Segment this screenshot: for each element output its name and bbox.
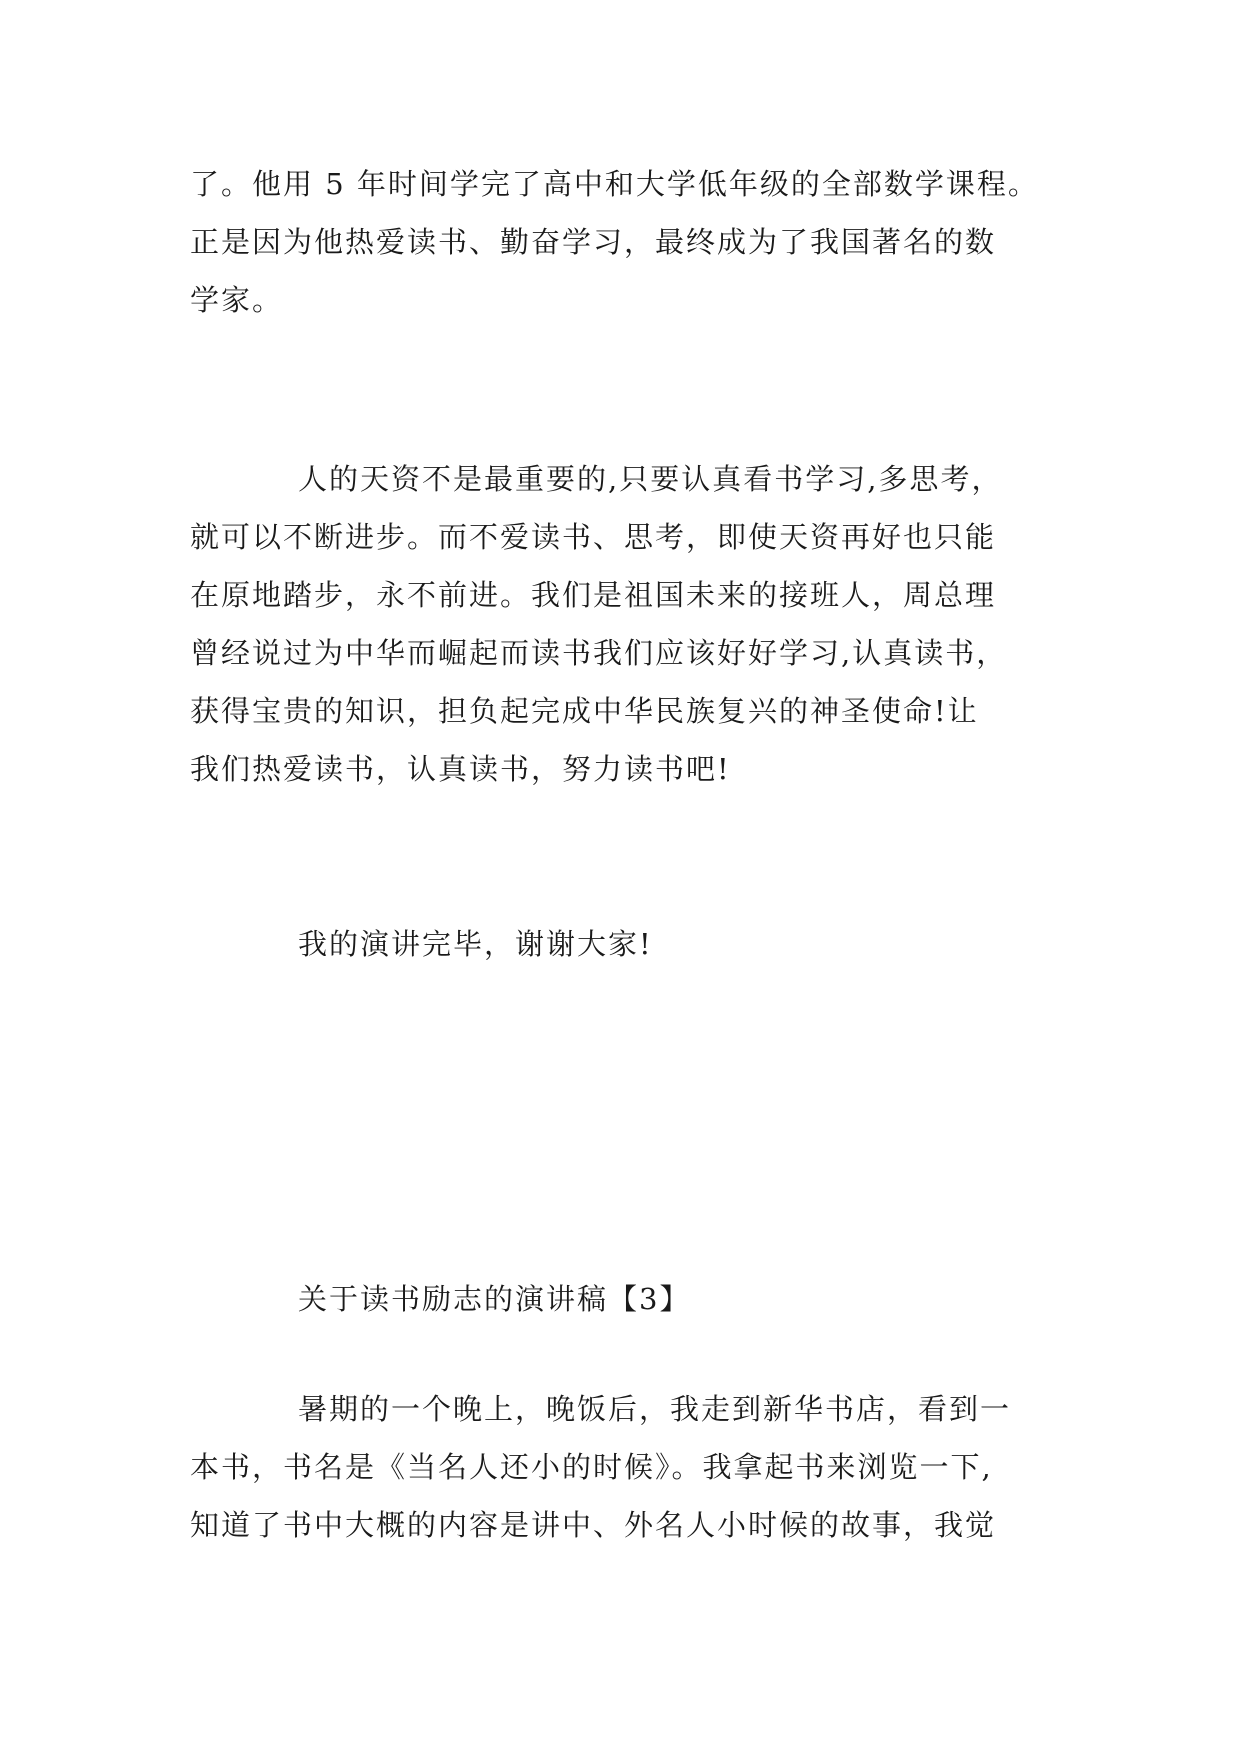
text-line: 正是因为他热爱读书、勤奋学习，最终成为了我国著名的数	[190, 225, 997, 259]
text-line: 人的天资不是最重要的,只要认真看书学习,多思考，	[298, 462, 1003, 496]
text-line: 暑期的一个晚上，晚饭后，我走到新华书店，看到一	[298, 1392, 1012, 1426]
text-line: 本书，书名是《当名人还小的时候》。我拿起书来浏览一下,	[190, 1450, 993, 1484]
text-line: 获得宝贵的知识，担负起完成中华民族复兴的神圣使命!让	[190, 694, 979, 728]
paragraph-talent-and-reading	[190, 450, 1070, 798]
heading-text: 关于读书励志的演讲稿【3】	[298, 1282, 691, 1316]
section-heading	[190, 1270, 1070, 1328]
text-line: 就可以不断进步。而不爱读书、思考，即使天资再好也只能	[190, 520, 997, 554]
paragraph-bookstore-story	[190, 1380, 1070, 1554]
text-line: 我们热爱读书，认真读书，努力读书吧!	[190, 752, 731, 786]
text-line: 曾经说过为中华而崛起而读书我们应该好好学习,认真读书，	[190, 636, 1008, 670]
paragraph-closing-remarks	[190, 915, 1070, 973]
text-line: 学家。	[190, 283, 284, 317]
paragraph-math-story-ending	[190, 155, 1070, 329]
text-line: 知道了书中大概的内容是讲中、外名人小时候的故事，我觉	[190, 1508, 997, 1542]
text-line: 了。他用 5 年时间学完了高中和大学低年级的全部数学课程。	[190, 167, 1039, 201]
text-line: 我的演讲完毕，谢谢大家!	[298, 927, 653, 961]
text-line: 在原地踏步，永不前进。我们是祖国未来的接班人，周总理	[190, 578, 997, 612]
